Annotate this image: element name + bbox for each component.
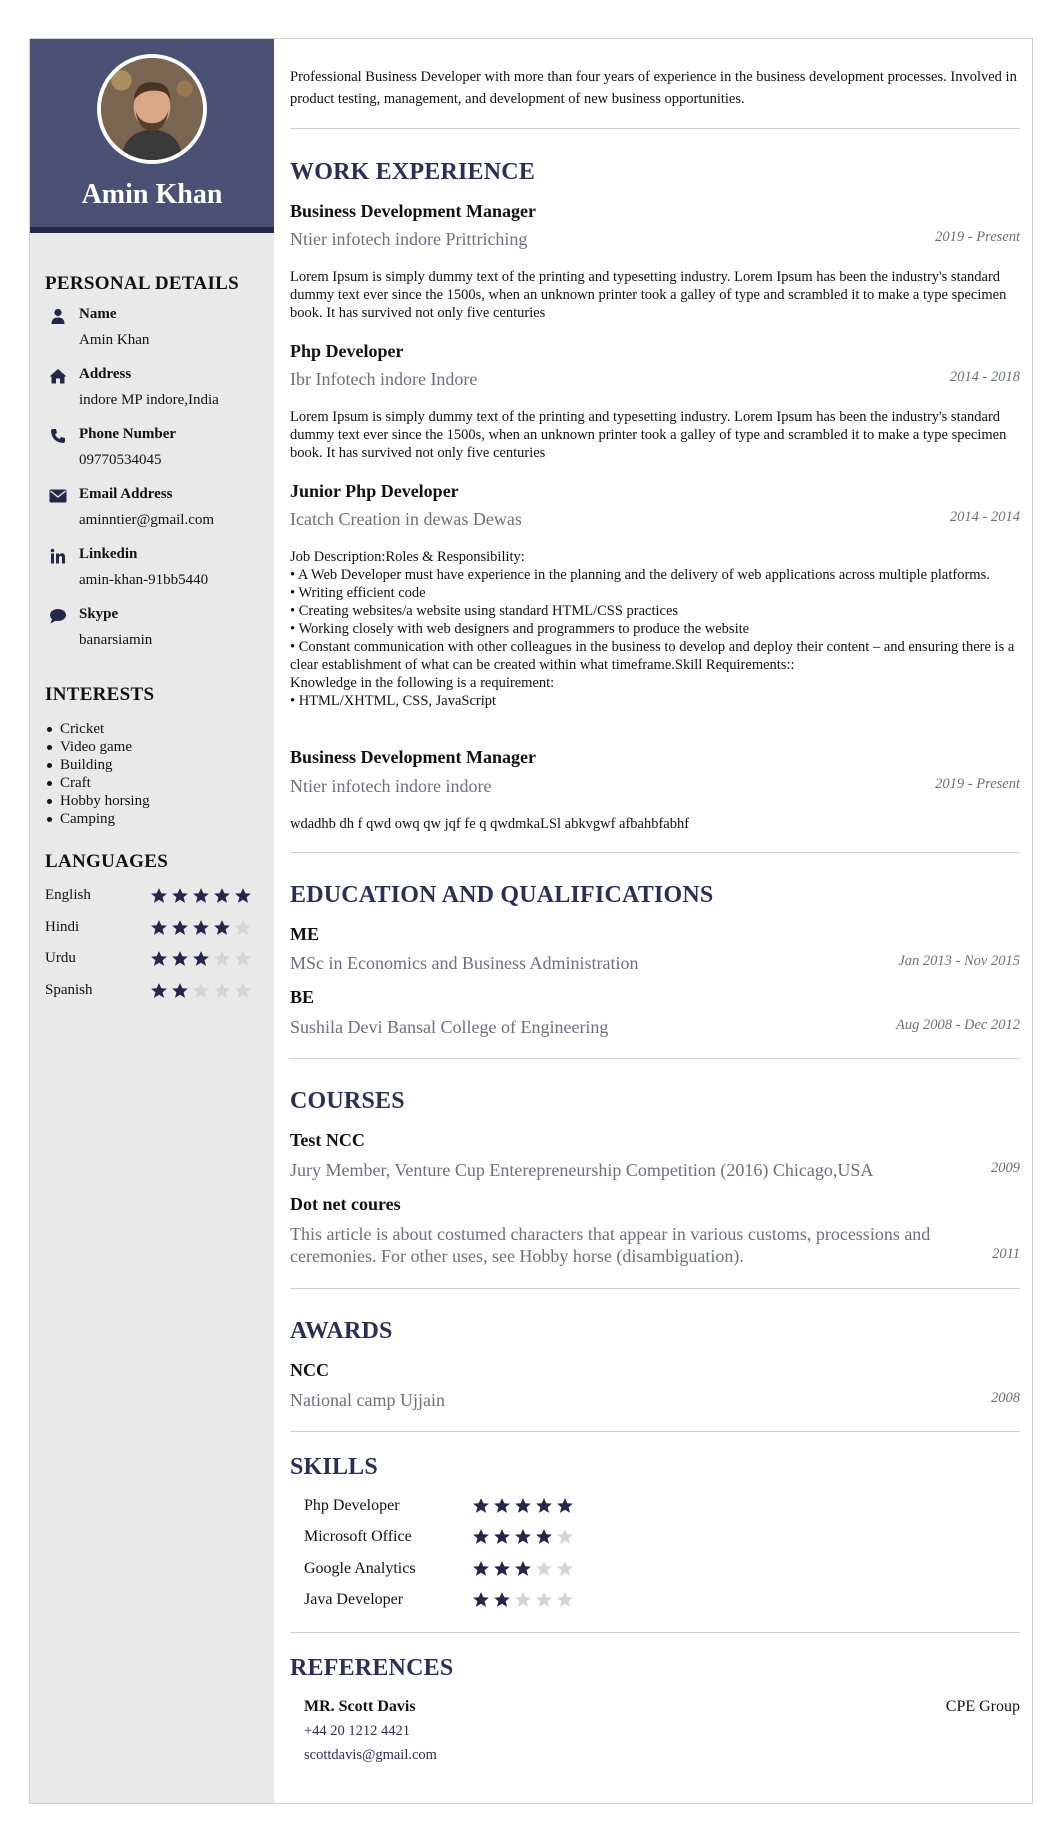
star-filled-icon — [171, 982, 189, 1000]
detail-name — [45, 306, 265, 358]
language-name: English — [45, 887, 91, 903]
list-item: Hobby horsing — [45, 792, 150, 810]
star-filled-icon — [535, 1528, 553, 1546]
skill-name: Java Developer — [304, 1591, 404, 1608]
chat-bubble-icon — [49, 608, 67, 624]
star-empty-icon — [213, 982, 231, 1000]
language-name: Hindi — [45, 919, 80, 935]
list-item: Craft — [45, 774, 150, 792]
language-row — [45, 919, 265, 939]
detail-email — [45, 486, 265, 538]
list-item: Building — [45, 756, 150, 774]
sidebar — [30, 39, 274, 1803]
star-filled-icon — [192, 950, 210, 968]
skill-row — [304, 1591, 604, 1613]
star-filled-icon — [150, 982, 168, 1000]
course-description: Jury Member, Venture Cup Enterepreneurship Competition (2016) Chicago,USA — [290, 1160, 874, 1180]
sidebar-header — [30, 39, 274, 233]
detail-value: Amin Khan — [79, 332, 150, 348]
language-stars — [150, 950, 252, 968]
star-empty-icon — [192, 982, 210, 1000]
job-company: Ntier infotech indore Prittriching — [290, 229, 528, 249]
star-empty-icon — [514, 1591, 532, 1609]
interests-list — [45, 720, 150, 828]
job-description: Lorem Ipsum is simply dummy text of the printing and typesetting industry. Lorem Ipsum has been the industry's standard dummy text ever since the 1500s, when an unknown printer took a galley of type and scrambled it to make a type specimen book. It has survived not only five centuries — [290, 409, 1007, 461]
divider — [290, 852, 1020, 853]
divider — [290, 1632, 1020, 1633]
star-empty-icon — [535, 1560, 553, 1578]
education-date: Jan 2013 - Nov 2015 — [898, 953, 1020, 969]
home-icon — [49, 368, 67, 384]
star-empty-icon — [535, 1591, 553, 1609]
language-row — [45, 950, 265, 970]
star-filled-icon — [514, 1560, 532, 1578]
course-date: 2009 — [991, 1160, 1020, 1176]
phone-icon — [49, 428, 67, 444]
job-title: Business Development Manager — [290, 201, 536, 221]
references-title: REFERENCES — [290, 1655, 454, 1681]
skill-row — [304, 1560, 604, 1582]
job-description: Lorem Ipsum is simply dummy text of the printing and typesetting industry. Lorem Ipsum has been the industry's standard dummy text ever since the 1500s, when an unknown printer took a galley of type and scrambled it to make a type specimen book. It has survived not only five centuries — [290, 269, 1007, 321]
star-filled-icon — [213, 919, 231, 937]
job-title: Php Developer — [290, 341, 404, 361]
language-name: Spanish — [45, 982, 93, 998]
language-name: Urdu — [45, 950, 76, 966]
school-name: MSc in Economics and Business Administration — [290, 953, 639, 973]
reference-company: CPE Group — [945, 1698, 1020, 1715]
reference-name: MR. Scott Davis — [304, 1698, 416, 1715]
star-filled-icon — [213, 887, 231, 905]
interests-title: INTERESTS — [45, 684, 155, 705]
skill-name: Php Developer — [304, 1497, 400, 1514]
skill-row — [304, 1497, 604, 1519]
skill-stars — [472, 1497, 574, 1515]
detail-label: Name — [79, 306, 117, 322]
skill-stars — [472, 1528, 574, 1546]
detail-value: aminntier@gmail.com — [79, 512, 215, 528]
detail-linkedin — [45, 546, 265, 598]
divider — [290, 1431, 1020, 1432]
star-filled-icon — [472, 1497, 490, 1515]
job-description: Job Description:Roles & Responsibility: • A Web Developer must have experience in the planning and the delivery of web applications across multiple platforms. • Writing efficient code • Creating websites/a website using standard HTML/CSS practices • Working closely with web designers and programmers to produce the website • Constant communication with other colleagues in the business to develop and deploy their content – and ensuring there is a clear establishment of what can be created within what timeframe.Skill Requirements:: Knowledge in the following is a requirement: • HTML/XHTML, CSS, JavaScript — [290, 549, 1015, 709]
job-company: Icatch Creation in dewas Dewas — [290, 509, 522, 529]
list-item: Camping — [45, 810, 150, 828]
job-date: 2014 - 2014 — [949, 509, 1020, 525]
education-date: Aug 2008 - Dec 2012 — [895, 1017, 1020, 1033]
language-row — [45, 887, 265, 907]
user-icon — [49, 308, 67, 324]
star-filled-icon — [150, 887, 168, 905]
job-date: 2019 - Present — [935, 776, 1020, 792]
star-filled-icon — [150, 919, 168, 937]
award-date: 2008 — [991, 1390, 1020, 1406]
courses-title: COURSES — [290, 1088, 405, 1114]
star-filled-icon — [150, 950, 168, 968]
skill-stars — [472, 1591, 574, 1609]
course-date: 2011 — [992, 1246, 1020, 1262]
skill-row — [304, 1528, 604, 1550]
detail-value: amin-khan-91bb5440 — [79, 572, 209, 588]
course-description: This article is about costumed characters that appear in various customs, processions and ceremonies. For other uses, see Hobby horse (disambiguation). — [290, 1224, 931, 1266]
detail-label: Skype — [79, 606, 119, 622]
skills-title: SKILLS — [290, 1454, 378, 1480]
star-filled-icon — [556, 1497, 574, 1515]
divider — [290, 1288, 1020, 1289]
language-stars — [150, 919, 252, 937]
detail-label: Linkedin — [79, 546, 138, 562]
personal-details-title: PERSONAL DETAILS — [45, 273, 239, 294]
detail-label: Phone Number — [79, 426, 177, 442]
detail-value: indore MP indore,India — [79, 392, 219, 408]
star-filled-icon — [493, 1528, 511, 1546]
award-description: National camp Ujjain — [290, 1390, 445, 1410]
star-filled-icon — [493, 1497, 511, 1515]
detail-phone — [45, 426, 265, 478]
divider — [290, 1058, 1020, 1059]
language-row — [45, 982, 265, 1002]
star-filled-icon — [493, 1591, 511, 1609]
star-filled-icon — [472, 1591, 490, 1609]
reference-phone[interactable]: +44 20 1212 4421 — [304, 1723, 411, 1739]
school-name: Sushila Devi Bansal College of Engineering — [290, 1017, 609, 1037]
job-company: Ibr Infotech indore Indore — [290, 369, 478, 389]
list-item: Video game — [45, 738, 150, 756]
detail-label: Email Address — [79, 486, 173, 502]
job-company: Ntier infotech indore indore — [290, 776, 492, 796]
profile-photo — [97, 54, 207, 164]
star-filled-icon — [472, 1560, 490, 1578]
skill-stars — [472, 1560, 574, 1578]
degree-title: ME — [290, 924, 319, 944]
award-name: NCC — [290, 1360, 329, 1380]
list-item: Cricket — [45, 720, 150, 738]
detail-label: Address — [79, 366, 132, 382]
star-filled-icon — [493, 1560, 511, 1578]
candidate-name: Amin Khan — [81, 179, 223, 210]
star-empty-icon — [556, 1560, 574, 1578]
star-filled-icon — [514, 1497, 532, 1515]
job-date: 2019 - Present — [935, 229, 1020, 245]
profile-summary: Professional Business Developer with more than four years of experience in the business development processes. Involved in product testing, management, and development of new business opportunities. — [290, 69, 1017, 107]
detail-address — [45, 366, 265, 418]
degree-title: BE — [290, 987, 315, 1007]
linkedin-icon — [49, 548, 67, 564]
skill-name: Google Analytics — [304, 1560, 416, 1577]
detail-skype — [45, 606, 265, 658]
job-description: wdadhb dh f qwd owq qw jqf fe q qwdmkaLSl abkvgwf afbahbfabhf — [290, 816, 690, 832]
language-stars — [150, 887, 252, 905]
detail-value: banarsiamin — [79, 632, 153, 648]
job-title: Junior Php Developer — [290, 481, 459, 501]
star-empty-icon — [556, 1591, 574, 1609]
course-name: Test NCC — [290, 1130, 365, 1150]
star-filled-icon — [514, 1528, 532, 1546]
star-empty-icon — [556, 1528, 574, 1546]
star-empty-icon — [234, 950, 252, 968]
job-date: 2014 - 2018 — [949, 369, 1020, 385]
reference-email[interactable]: scottdavis@gmail.com — [304, 1747, 437, 1763]
education-title: EDUCATION AND QUALIFICATIONS — [290, 882, 714, 908]
skill-name: Microsoft Office — [304, 1528, 412, 1545]
language-stars — [150, 982, 252, 1000]
star-filled-icon — [472, 1528, 490, 1546]
envelope-icon — [49, 488, 67, 504]
star-filled-icon — [192, 919, 210, 937]
star-empty-icon — [213, 950, 231, 968]
detail-value: 09770534045 — [79, 452, 162, 468]
star-empty-icon — [234, 982, 252, 1000]
star-empty-icon — [234, 919, 252, 937]
resume-page — [29, 38, 1033, 1804]
divider — [290, 128, 1020, 129]
course-name: Dot net coures — [290, 1194, 401, 1214]
star-filled-icon — [234, 887, 252, 905]
star-filled-icon — [171, 950, 189, 968]
star-filled-icon — [171, 919, 189, 937]
star-filled-icon — [535, 1497, 553, 1515]
languages-title: LANGUAGES — [45, 851, 169, 872]
star-filled-icon — [171, 887, 189, 905]
awards-title: AWARDS — [290, 1318, 393, 1344]
work-experience-title: WORK EXPERIENCE — [290, 159, 536, 185]
job-title: Business Development Manager — [290, 747, 536, 767]
star-filled-icon — [192, 887, 210, 905]
